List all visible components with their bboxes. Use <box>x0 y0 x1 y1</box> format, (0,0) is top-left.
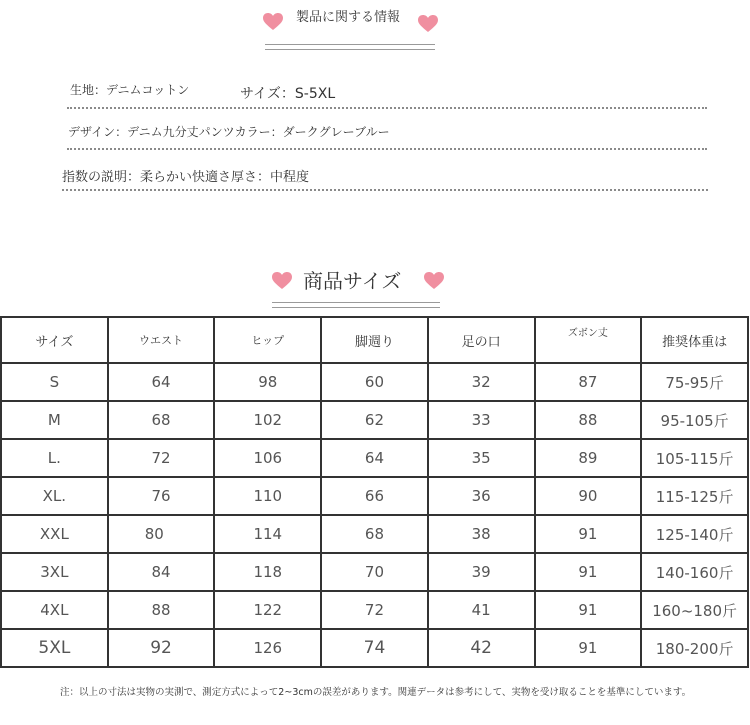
cell: L. <box>1 439 108 477</box>
cell: 74 <box>321 629 428 667</box>
cell: 5XL <box>1 629 108 667</box>
cell: 160~180斤 <box>641 591 748 629</box>
cell: 114 <box>214 515 321 553</box>
cell: 105-115斤 <box>641 439 748 477</box>
section-title-product-size: 商品サイズ <box>303 269 402 293</box>
cell: 72 <box>321 591 428 629</box>
table-row <box>1 515 748 553</box>
heart-icon <box>263 13 283 31</box>
table-row <box>1 591 748 629</box>
table-row <box>1 363 748 401</box>
cell: 3XL <box>1 553 108 591</box>
cell: 41 <box>428 591 535 629</box>
cell: 102 <box>214 401 321 439</box>
heart-icon <box>272 272 292 290</box>
title-underline <box>272 302 440 308</box>
heart-icon <box>424 272 444 290</box>
dotted-divider <box>67 148 707 150</box>
table-header-row <box>1 317 748 363</box>
cell: M <box>1 401 108 439</box>
cell: 33 <box>428 401 535 439</box>
cell: 62 <box>321 401 428 439</box>
cell: 91 <box>535 553 642 591</box>
cell: 4XL <box>1 591 108 629</box>
cell: 68 <box>321 515 428 553</box>
cell: 42 <box>428 629 535 667</box>
header-waist: ウエスト <box>108 317 215 363</box>
footnote: 注：以上の寸法は実物の実測で、測定方式によって2~3cmの誤差があります。関連データは参考にして、実物を受け取ることを基準にしています。 <box>60 687 692 698</box>
title-underline <box>265 44 435 50</box>
cell: 91 <box>535 515 642 553</box>
cell: 140-160斤 <box>641 553 748 591</box>
cell: 90 <box>535 477 642 515</box>
cell: S <box>1 363 108 401</box>
fabric-info: 生地：デニムコットン <box>70 83 190 97</box>
cell: 91 <box>535 629 642 667</box>
cell: 72 <box>108 439 215 477</box>
header-hip: ヒップ <box>214 317 321 363</box>
cell: 60 <box>321 363 428 401</box>
cell: 89 <box>535 439 642 477</box>
header-size: サイズ <box>1 317 108 363</box>
dotted-divider <box>67 107 707 109</box>
cell: 115-125斤 <box>641 477 748 515</box>
cell: 64 <box>108 363 215 401</box>
cell: 39 <box>428 553 535 591</box>
cell: 84 <box>108 553 215 591</box>
dotted-divider <box>62 189 708 191</box>
cell: 110 <box>214 477 321 515</box>
cell: 32 <box>428 363 535 401</box>
cell: 88 <box>535 401 642 439</box>
cell: 80 <box>108 515 215 553</box>
cell: 98 <box>214 363 321 401</box>
cell: 64 <box>321 439 428 477</box>
heart-icon <box>418 15 438 33</box>
table-row <box>1 553 748 591</box>
header-recommended-weight: 推奨体重は <box>641 317 748 363</box>
table-row <box>1 439 748 477</box>
cell: 75-95斤 <box>641 363 748 401</box>
header-thigh: 脚週り <box>321 317 428 363</box>
cell: 91 <box>535 591 642 629</box>
section-title-product-info: 製品に関する情報 <box>296 10 401 25</box>
index-info: 指数の説明：柔らかい快適さ厚さ：中程度 <box>62 170 310 185</box>
cell: 125-140斤 <box>641 515 748 553</box>
cell: 88 <box>108 591 215 629</box>
header-leg-opening: 足の口 <box>428 317 535 363</box>
cell: 118 <box>214 553 321 591</box>
design-info: デザイン：デニム九分丈パンツカラー：ダークグレーブルー <box>68 125 390 139</box>
cell: 92 <box>108 629 215 667</box>
cell: 68 <box>108 401 215 439</box>
cell: 66 <box>321 477 428 515</box>
header-length: ズボン丈 <box>535 317 642 363</box>
cell: 122 <box>214 591 321 629</box>
cell: 76 <box>108 477 215 515</box>
cell: 70 <box>321 553 428 591</box>
table-row <box>1 401 748 439</box>
table-row <box>1 477 748 515</box>
cell: 87 <box>535 363 642 401</box>
cell: 180-200斤 <box>641 629 748 667</box>
cell: 38 <box>428 515 535 553</box>
size-table <box>0 316 749 668</box>
cell: 35 <box>428 439 535 477</box>
cell: XL. <box>1 477 108 515</box>
size-range-info: サイズ：S-5XL <box>240 86 336 102</box>
cell: XXL <box>1 515 108 553</box>
cell: 36 <box>428 477 535 515</box>
cell: 126 <box>214 629 321 667</box>
cell: 95-105斤 <box>641 401 748 439</box>
cell: 106 <box>214 439 321 477</box>
table-row <box>1 629 748 667</box>
